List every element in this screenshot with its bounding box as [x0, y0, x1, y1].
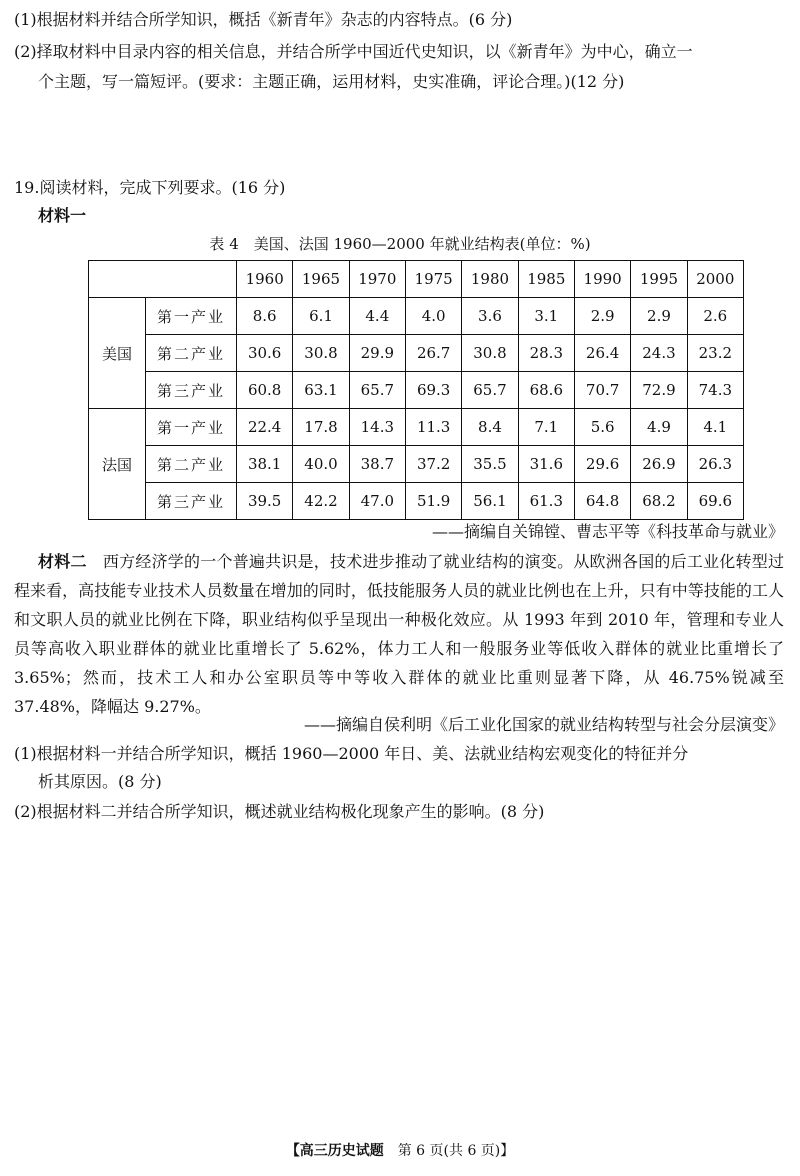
value-cell: 56.1 — [462, 483, 518, 520]
material1-label: 材料一 — [38, 206, 87, 225]
value-cell: 23.2 — [687, 335, 743, 372]
year-header: 1985 — [518, 261, 574, 298]
q19-sub1-line1: (1)根据材料一并结合所学知识，概括 1960—2000 年日、美、法就业结构宏观变化的特征并分 — [14, 744, 689, 763]
value-cell: 26.9 — [631, 446, 687, 483]
sector-cell: 第三产业 — [146, 372, 237, 409]
year-header: 1980 — [462, 261, 518, 298]
year-header: 1960 — [237, 261, 293, 298]
value-cell: 74.3 — [687, 372, 743, 409]
value-cell: 29.9 — [349, 335, 405, 372]
value-cell: 3.6 — [462, 298, 518, 335]
value-cell: 8.4 — [462, 409, 518, 446]
value-cell: 65.7 — [349, 372, 405, 409]
table-header-row — [89, 261, 744, 298]
value-cell: 28.3 — [518, 335, 574, 372]
value-cell: 30.8 — [462, 335, 518, 372]
value-cell: 72.9 — [631, 372, 687, 409]
value-cell: 22.4 — [237, 409, 293, 446]
year-header: 1995 — [631, 261, 687, 298]
value-cell: 40.0 — [293, 446, 349, 483]
value-cell: 60.8 — [237, 372, 293, 409]
footer-page: 第 6 页(共 6 页)】 — [397, 1143, 515, 1159]
q19-sub1-line2: 析其原因。(8 分) — [38, 772, 162, 791]
value-cell: 6.1 — [293, 298, 349, 335]
country-cell: 法国 — [89, 409, 146, 520]
table-corner-cell — [89, 261, 237, 298]
value-cell: 70.7 — [574, 372, 630, 409]
sector-cell: 第一产业 — [146, 298, 237, 335]
table-row — [89, 483, 744, 520]
value-cell: 4.0 — [405, 298, 461, 335]
value-cell: 37.2 — [405, 446, 461, 483]
value-cell: 8.6 — [237, 298, 293, 335]
footer-title: 【高三历史试题 — [285, 1143, 384, 1159]
year-header: 1975 — [405, 261, 461, 298]
value-cell: 4.4 — [349, 298, 405, 335]
material2-paragraph — [14, 547, 784, 721]
value-cell: 63.1 — [293, 372, 349, 409]
value-cell: 51.9 — [405, 483, 461, 520]
value-cell: 26.4 — [574, 335, 630, 372]
value-cell: 65.7 — [462, 372, 518, 409]
value-cell: 61.3 — [518, 483, 574, 520]
table-row — [89, 335, 744, 372]
value-cell: 5.6 — [574, 409, 630, 446]
year-header: 1970 — [349, 261, 405, 298]
value-cell: 2.9 — [574, 298, 630, 335]
value-cell: 30.8 — [293, 335, 349, 372]
value-cell: 24.3 — [631, 335, 687, 372]
material2-text: 西方经济学的一个普遍共识是，技术进步推动了就业结构的演变。从欧洲各国的后工业化转型过程来看，高技能专业技术人员数量在增加的同时，低技能服务人员的就业比例也在上升，只有中等技能的工人和文职人员的就业比例在下降，职业结构似乎呈现出一种极化效应。从 1993 年到 2010 年，管理和专业人员等高收入职业群体的就业比重增长了 5.62%，体力工人和一般服务业等低收入群体的就业比重增长了 3.65%；然而，技术工人和办公室职员等中等收入群体的就业比重则显著下降，从 46.75%锐减至 37.48%，降幅达 9.27%。 — [14, 552, 784, 716]
page-footer — [0, 1140, 800, 1160]
value-cell: 17.8 — [293, 409, 349, 446]
value-cell: 2.6 — [687, 298, 743, 335]
country-cell: 美国 — [89, 298, 146, 409]
value-cell: 29.6 — [574, 446, 630, 483]
q18-sub2-line2: 个主题，写一篇短评。(要求：主题正确，运用材料，史实准确，评论合理。)(12 分) — [38, 72, 625, 91]
value-cell: 4.1 — [687, 409, 743, 446]
year-header: 1990 — [574, 261, 630, 298]
source-1: ——摘编自关锦镗、曹志平等《科技革命与就业》 — [431, 522, 784, 541]
value-cell: 26.7 — [405, 335, 461, 372]
value-cell: 30.6 — [237, 335, 293, 372]
table-caption: 表 4 美国、法国 1960—2000 年就业结构表(单位：%) — [209, 235, 591, 253]
value-cell: 64.8 — [574, 483, 630, 520]
source-2: ——摘编自侯利明《后工业化国家的就业结构转型与社会分层演变》 — [303, 715, 784, 734]
value-cell: 14.3 — [349, 409, 405, 446]
table-row — [89, 298, 744, 335]
value-cell: 26.3 — [687, 446, 743, 483]
value-cell: 47.0 — [349, 483, 405, 520]
value-cell: 42.2 — [293, 483, 349, 520]
value-cell: 68.2 — [631, 483, 687, 520]
sector-cell: 第一产业 — [146, 409, 237, 446]
table-row — [89, 409, 744, 446]
value-cell: 69.3 — [405, 372, 461, 409]
value-cell: 69.6 — [687, 483, 743, 520]
q18-sub2-line1: (2)择取材料中目录内容的相关信息，并结合所学中国近代史知识，以《新青年》为中心，确立一 — [14, 42, 693, 61]
q19-sub2: (2)根据材料二并结合所学知识，概述就业结构极化现象产生的影响。(8 分) — [14, 802, 545, 821]
table-row — [89, 446, 744, 483]
value-cell: 7.1 — [518, 409, 574, 446]
value-cell: 39.5 — [237, 483, 293, 520]
value-cell: 11.3 — [405, 409, 461, 446]
year-header: 2000 — [687, 261, 743, 298]
q18-sub1: (1)根据材料并结合所学知识，概括《新青年》杂志的内容特点。(6 分) — [14, 10, 513, 29]
sector-cell: 第二产业 — [146, 446, 237, 483]
value-cell: 31.6 — [518, 446, 574, 483]
value-cell: 4.9 — [631, 409, 687, 446]
value-cell: 68.6 — [518, 372, 574, 409]
q19-heading: 19.阅读材料，完成下列要求。(16 分) — [14, 178, 286, 197]
value-cell: 35.5 — [462, 446, 518, 483]
sector-cell: 第三产业 — [146, 483, 237, 520]
sector-cell: 第二产业 — [146, 335, 237, 372]
table-row — [89, 372, 744, 409]
value-cell: 3.1 — [518, 298, 574, 335]
material2-label: 材料二 — [38, 552, 87, 571]
value-cell: 2.9 — [631, 298, 687, 335]
value-cell: 38.1 — [237, 446, 293, 483]
year-header: 1965 — [293, 261, 349, 298]
employment-table — [88, 260, 744, 520]
value-cell: 38.7 — [349, 446, 405, 483]
